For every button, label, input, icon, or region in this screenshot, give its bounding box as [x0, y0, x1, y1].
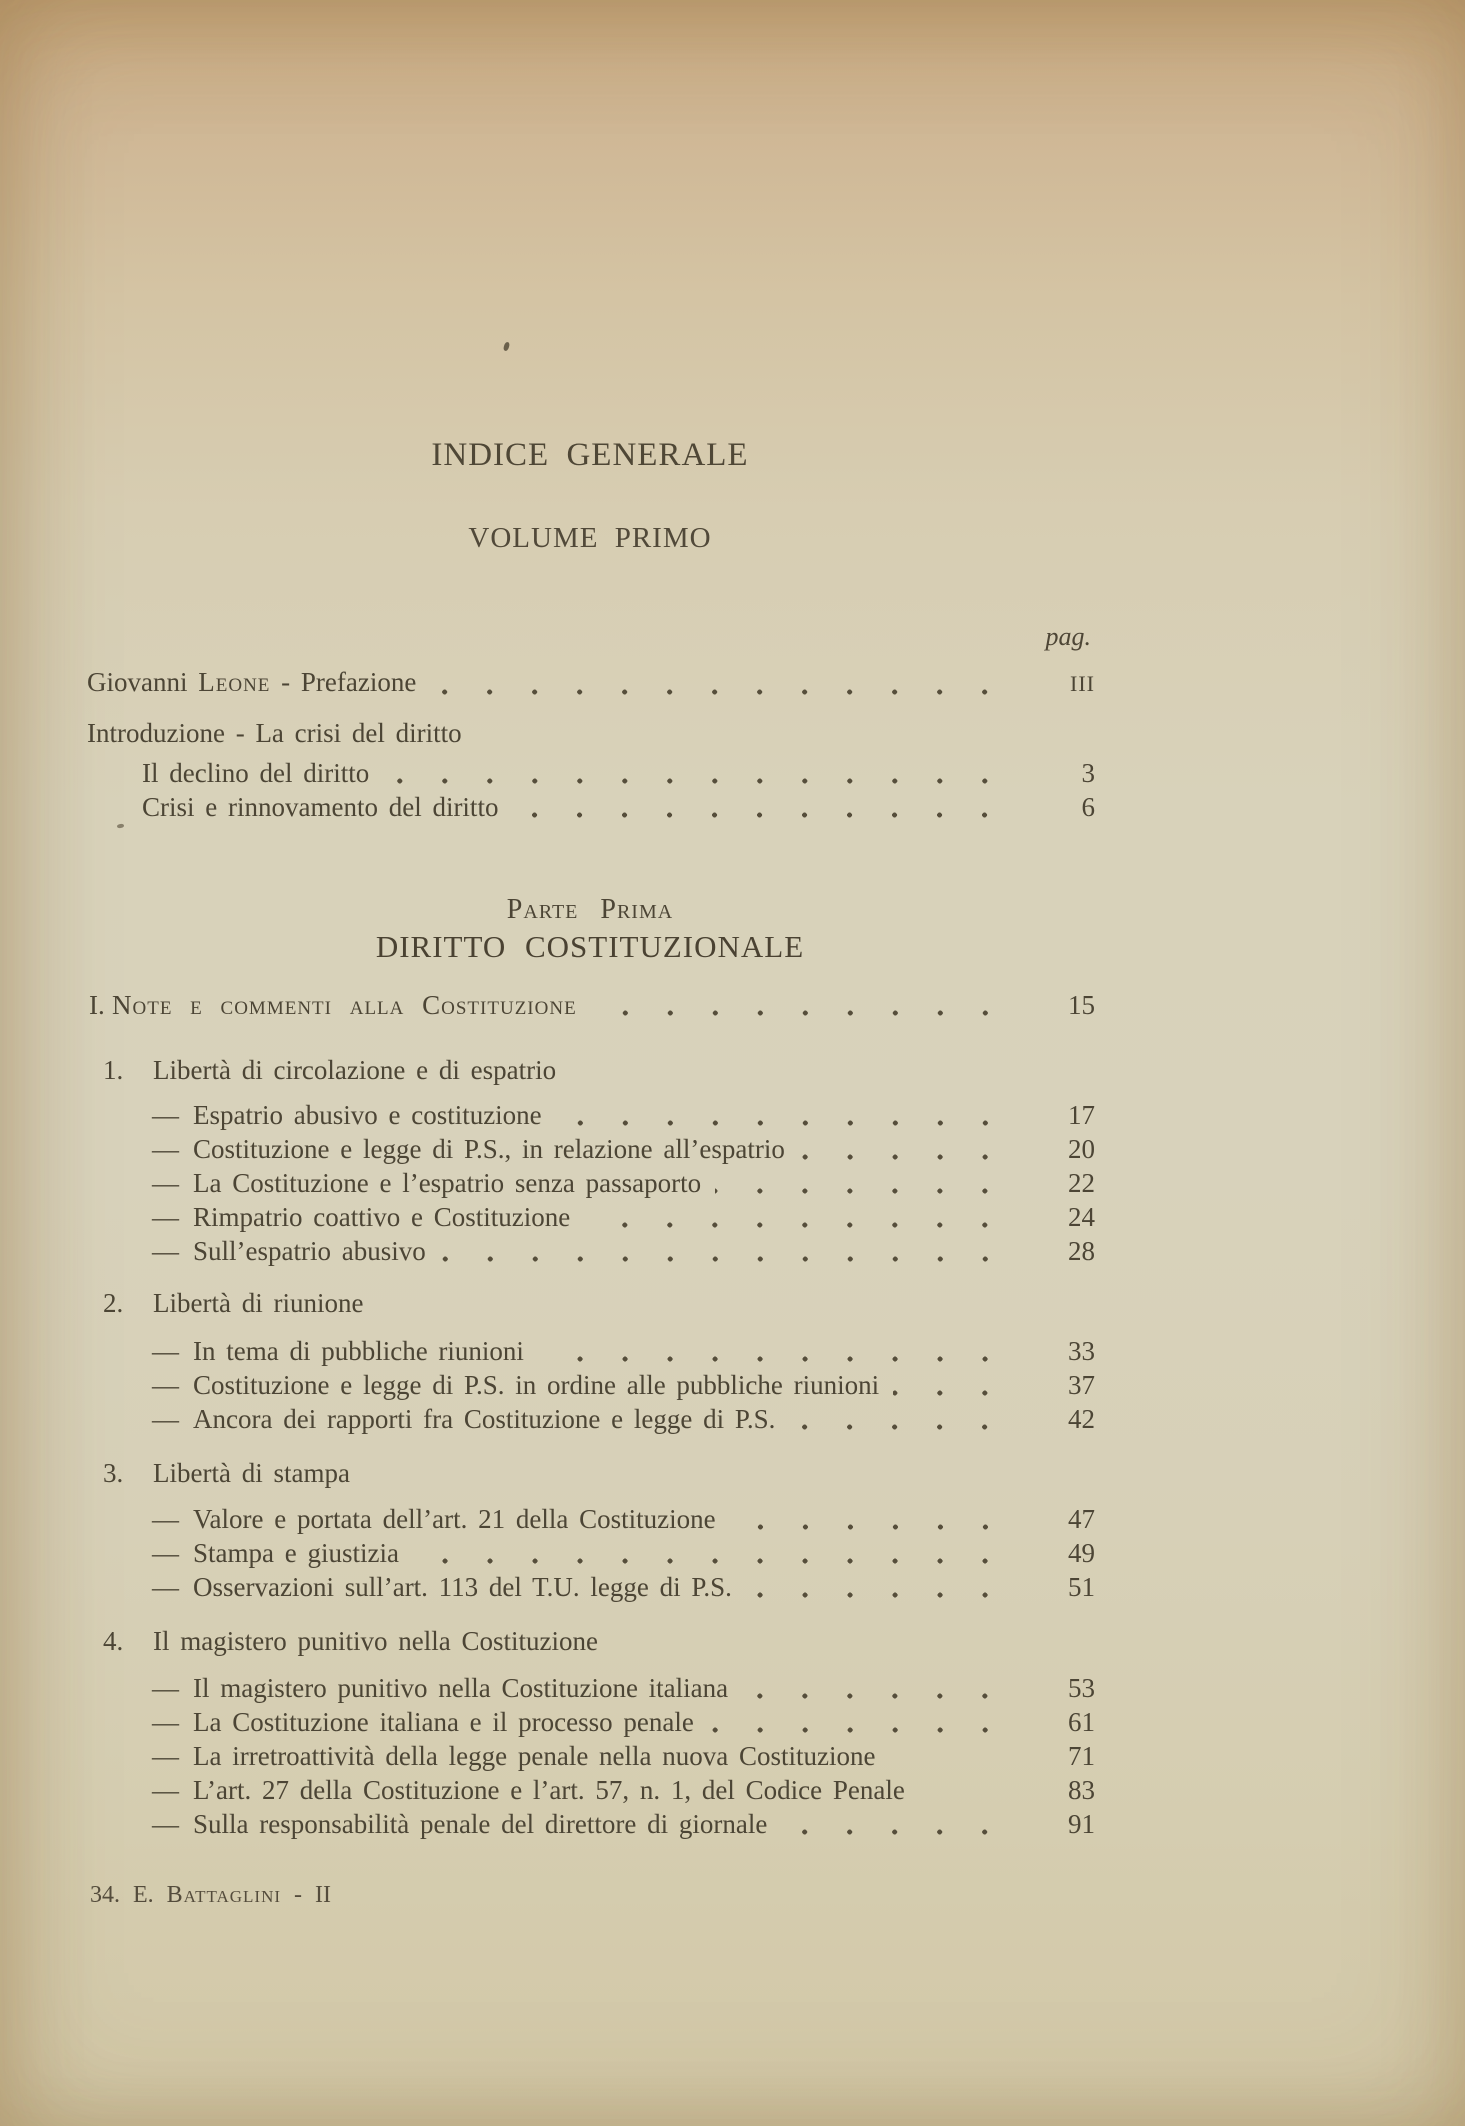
section-heading	[85, 1286, 1095, 1320]
toc-entry	[85, 1671, 1095, 1705]
section-heading	[85, 1624, 1095, 1658]
entry-page-number: 49	[1068, 1538, 1095, 1568]
entry-dash: —	[152, 1741, 179, 1771]
entry-text	[90, 1878, 331, 1912]
toc-entry	[85, 1773, 1095, 1807]
toc-entry	[85, 1502, 1095, 1536]
entry-page-number: 83	[1068, 1775, 1095, 1805]
entry-text	[193, 1368, 879, 1402]
printers-signature	[85, 1878, 1095, 1912]
text-block	[85, 0, 1095, 1912]
text-segment: - II	[281, 1882, 332, 1908]
dot-leader	[715, 1166, 1027, 1200]
text-segment: Ancora dei rapporti fra Costituzione e legge di P.S.	[193, 1404, 776, 1434]
entry-dash: —	[152, 1168, 179, 1198]
entry-text	[87, 665, 416, 699]
entry-dash: —	[152, 1707, 179, 1737]
text-segment: L’art. 27 della Costituzione e l’art. 57, n. 1, del Codice Penale	[193, 1775, 905, 1805]
entry-dash: —	[152, 1100, 179, 1130]
entry-text	[193, 1536, 399, 1570]
text-segment: Sull’espatrio abusivo	[193, 1236, 426, 1266]
entry-page-number: 71	[1068, 1741, 1095, 1771]
dot-leader	[893, 1368, 1027, 1402]
text-segment: Prefazione	[300, 667, 417, 697]
entry-page-number: 47	[1068, 1504, 1095, 1534]
dot-leader	[584, 1200, 1027, 1234]
dot-leader	[440, 1234, 1027, 1268]
toc-entry	[85, 1132, 1095, 1166]
dot-leader	[890, 1739, 1028, 1773]
text-segment: La Costituzione italiana e il processo penale	[193, 1707, 694, 1737]
entry-text	[153, 1053, 556, 1087]
volume-subtitle: VOLUME PRIMO	[468, 522, 712, 554]
entry-dash: —	[152, 1538, 179, 1568]
entry-dash: —	[152, 1673, 179, 1703]
entry-page-number: 22	[1068, 1168, 1095, 1198]
entry-text	[193, 1402, 775, 1436]
entry-text	[193, 1570, 732, 1604]
entry-text	[193, 1773, 905, 1807]
dot-leader	[430, 665, 1027, 701]
page-column-header	[85, 622, 1095, 656]
toc-entry	[85, 1166, 1095, 1200]
text-segment: Espatrio abusivo e costituzione	[193, 1100, 542, 1130]
text-segment: Il declino del diritto	[142, 758, 370, 788]
entry-text	[193, 1334, 524, 1368]
toc-entry	[85, 1705, 1095, 1739]
entry-page-number: 28	[1068, 1236, 1095, 1266]
text-segment: Parte Prima	[506, 894, 674, 925]
entry-page-number: III	[1070, 671, 1095, 696]
entry-text	[142, 790, 498, 824]
entry-number: 2.	[103, 1288, 124, 1318]
text-segment: Costituzione e legge di P.S., in relazione all’espatrio	[193, 1134, 785, 1164]
toc-entry	[85, 1570, 1095, 1604]
entry-page-number: 91	[1068, 1809, 1095, 1839]
text-segment: Libertà di circolazione e di espatrio	[153, 1055, 557, 1085]
chapter-entry	[85, 988, 1095, 1022]
entry-page-number: 24	[1068, 1202, 1095, 1232]
entry-dash: —	[152, 1202, 179, 1232]
entry-number: I.	[89, 990, 105, 1020]
entry-dash: —	[152, 1236, 179, 1266]
text-segment: Crisi e rinnovamento del diritto	[142, 792, 499, 822]
entry-text	[507, 894, 673, 925]
text-segment: Introduzione	[87, 718, 225, 748]
text-segment: - La crisi del diritto	[224, 718, 462, 748]
text-segment: Libertà di stampa	[153, 1458, 350, 1488]
dot-leader	[512, 790, 1027, 824]
toc-entry	[85, 790, 1095, 824]
text-segment: Battaglini	[166, 1882, 282, 1908]
text-segment: Giovanni	[87, 667, 199, 697]
entry-page-number: 51	[1068, 1572, 1095, 1602]
entry-page-number: 20	[1068, 1134, 1095, 1164]
section-heading	[85, 1053, 1095, 1087]
toc-entry	[85, 1334, 1095, 1368]
dot-leader	[591, 988, 1027, 1022]
entry-text	[153, 1624, 598, 1658]
text-segment: E.	[120, 1882, 167, 1908]
entry-text	[193, 1200, 570, 1234]
part-heading	[85, 892, 1095, 927]
entry-dash: —	[152, 1404, 179, 1434]
dot-leader	[383, 756, 1027, 790]
entry-dash: —	[152, 1504, 179, 1534]
entry-page-number: 17	[1068, 1100, 1095, 1130]
entry-text	[193, 1502, 716, 1536]
text-segment: Note e commenti alla Costituzione	[112, 990, 577, 1020]
dot-leader	[538, 1334, 1027, 1368]
toc-entry	[85, 1098, 1095, 1132]
text-segment: La Costituzione e l’espatrio senza passaporto	[193, 1168, 702, 1198]
text-segment: Osservazioni sull’art. 113 del T.U. legge di P.S.	[193, 1572, 732, 1602]
entry-dash: —	[152, 1370, 179, 1400]
entry-page-number: 33	[1068, 1336, 1095, 1366]
dot-leader	[708, 1705, 1027, 1739]
entry-text	[193, 1739, 876, 1773]
dot-leader	[556, 1098, 1027, 1132]
text-segment: La irretroattività della legge penale nella nuova Costituzione	[193, 1741, 876, 1771]
entry-dash: —	[152, 1775, 179, 1805]
dot-leader	[746, 1570, 1027, 1604]
text-segment: Leone	[198, 667, 271, 697]
entry-text	[193, 1132, 785, 1166]
text-segment: Stampa e giustizia	[193, 1538, 399, 1568]
entry-text	[87, 716, 462, 750]
entry-text	[193, 1234, 426, 1268]
entry-page-number: 53	[1068, 1673, 1095, 1703]
part-title-heading	[85, 927, 1095, 967]
entry-page-number: 61	[1068, 1707, 1095, 1737]
entry-page-number: 3	[1081, 758, 1095, 788]
page-column-label: pag.	[1045, 622, 1091, 651]
dot-leader	[413, 1536, 1027, 1570]
entry-text	[193, 1705, 694, 1739]
entry-page-number: 6	[1081, 792, 1095, 822]
entry-dash: —	[152, 1809, 179, 1839]
text-segment: Il magistero punitivo nella Costituzione	[153, 1626, 598, 1656]
section-heading	[85, 1456, 1095, 1490]
entry-text	[142, 756, 369, 790]
dot-leader	[799, 1132, 1027, 1166]
toc-entry	[85, 1402, 1095, 1436]
dot-leader	[789, 1402, 1027, 1436]
text-segment: Libertà di riunione	[153, 1288, 364, 1318]
toc-entry	[85, 1536, 1095, 1570]
toc-entry	[85, 1739, 1095, 1773]
entry-dash: —	[152, 1336, 179, 1366]
entry-text	[376, 929, 804, 964]
toc-entry	[85, 1200, 1095, 1234]
entry-page-number: 42	[1068, 1404, 1095, 1434]
text-segment: Il magistero punitivo nella Costituzione italiana	[193, 1673, 729, 1703]
dot-leader	[919, 1773, 1027, 1807]
table-of-contents	[85, 665, 1095, 1912]
text-segment: -	[270, 667, 301, 697]
entry-text	[153, 1286, 363, 1320]
dot-leader	[742, 1671, 1027, 1705]
entry-number: 3.	[103, 1458, 124, 1488]
text-segment: Costituzione e legge di P.S. in ordine alle pubbliche riunioni	[193, 1370, 880, 1400]
entry-page-number: 15	[1068, 990, 1095, 1020]
entry-number: 1.	[103, 1055, 124, 1085]
entry-dash: —	[152, 1572, 179, 1602]
dot-leader	[730, 1502, 1027, 1536]
text-segment: In tema di pubbliche riunioni	[193, 1336, 524, 1366]
toc-entry	[85, 1807, 1095, 1841]
entry-number: 4.	[103, 1626, 124, 1656]
toc-entry	[85, 1234, 1095, 1268]
page-title: INDICE GENERALE	[431, 437, 749, 473]
entry-text	[153, 1456, 350, 1490]
entry-text	[193, 1807, 767, 1841]
entry-text	[193, 1098, 542, 1132]
text-segment: Rimpatrio coattivo e Costituzione	[193, 1202, 571, 1232]
toc-entry	[85, 716, 1095, 750]
text-segment: 34.	[90, 1882, 120, 1908]
entry-page-number: 37	[1068, 1370, 1095, 1400]
text-segment: Valore e portata dell’art. 21 della Costituzione	[193, 1504, 716, 1534]
entry-text	[193, 1671, 728, 1705]
toc-entry	[85, 1368, 1095, 1402]
toc-entry	[85, 756, 1095, 790]
toc-entry	[85, 665, 1095, 701]
entry-dash: —	[152, 1134, 179, 1164]
dot-leader	[781, 1807, 1027, 1841]
entry-text	[112, 988, 577, 1022]
text-segment: DIRITTO COSTITUZIONALE	[375, 929, 805, 964]
entry-text	[193, 1166, 701, 1200]
text-segment: Sulla responsabilità penale del direttore di giornale	[193, 1809, 768, 1839]
